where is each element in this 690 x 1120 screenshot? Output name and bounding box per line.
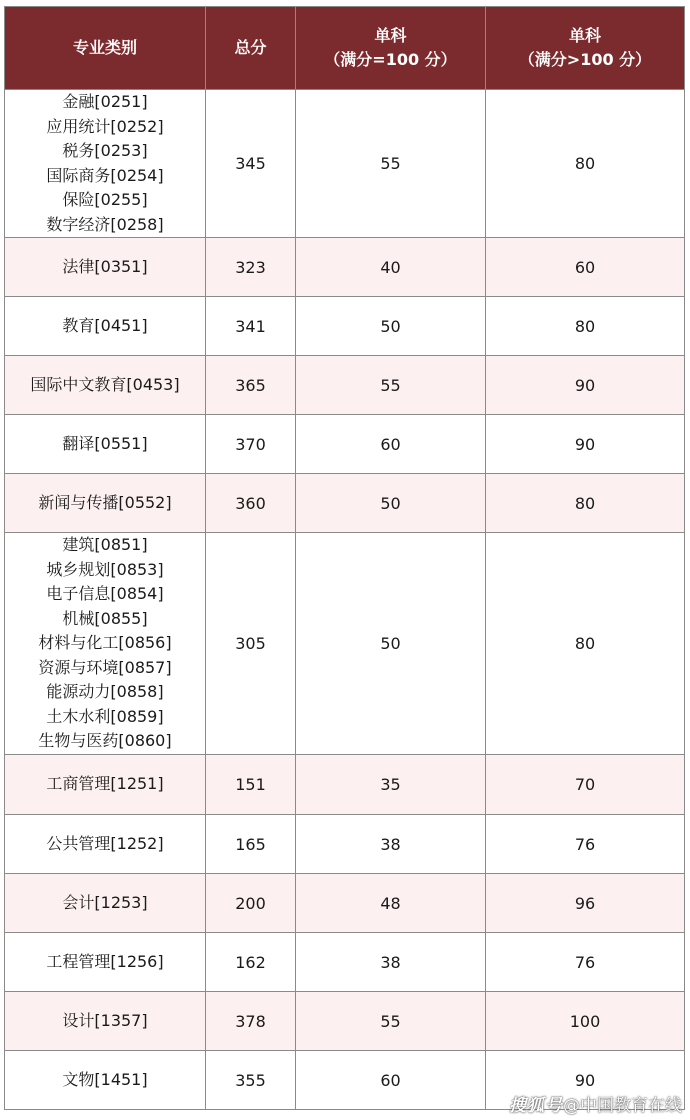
program-name: 材料与化工[0856] [38,633,172,653]
watermark-source: 搜狐号 [509,1096,563,1116]
program-name: 国际中文教育[0453] [30,374,180,394]
total-score-cell: 355 [206,1051,296,1110]
table-row [5,815,685,874]
program-name: 国际商务[0254] [46,165,164,185]
single-gt100-cell: 60 [486,238,685,297]
table-row [5,415,685,474]
category-cell [5,90,206,238]
total-score-cell: 360 [206,474,296,533]
program-name: 数字经济[0258] [46,214,164,234]
category-cell [5,815,206,874]
program-name: 工商管理[1251] [46,774,164,794]
header-single-le100 [296,7,486,90]
single-gt100-cell: 90 [486,356,685,415]
category-cell [5,415,206,474]
table-row [5,238,685,297]
program-name: 城乡规划[0853] [46,559,164,579]
table-row [5,297,685,356]
single-le100-cell: 38 [296,815,486,874]
single-gt100-cell: 80 [486,474,685,533]
score-table [4,6,685,1110]
single-gt100-cell: 76 [486,815,685,874]
program-name: 应用统计[0252] [46,116,164,136]
single-le100-cell: 48 [296,874,486,933]
header-single-le100-sub: （满分=100 分） [324,50,457,69]
single-le100-cell: 50 [296,474,486,533]
category-cell [5,755,206,815]
watermark-account: @中国教育在线 [563,1096,682,1116]
header-single-gt100 [486,7,685,90]
watermark [509,1091,682,1116]
single-gt100-cell: 80 [486,533,685,755]
category-cell [5,933,206,992]
table-row [5,933,685,992]
single-le100-cell: 60 [296,415,486,474]
header-row [5,7,685,90]
total-score-cell: 365 [206,356,296,415]
program-name: 教育[0451] [62,315,148,335]
program-name: 设计[1357] [62,1010,148,1030]
program-name: 税务[0253] [62,141,148,160]
single-gt100-cell: 70 [486,755,685,815]
category-cell [5,297,206,356]
table-row [5,356,685,415]
single-le100-cell: 60 [296,1051,486,1110]
table-row [5,533,685,755]
program-name: 土木水利[0859] [46,706,164,726]
total-score-cell: 151 [206,755,296,815]
total-score-cell: 323 [206,238,296,297]
table-row [5,90,685,238]
total-score-cell: 370 [206,415,296,474]
header-single-gt100-sub: （满分>100 分） [518,50,652,69]
header-category: 专业类别 [5,7,206,90]
single-le100-cell: 38 [296,933,486,992]
program-name: 生物与医药[0860] [38,731,172,751]
table-row [5,474,685,533]
program-name: 文物[1451] [62,1069,148,1089]
single-gt100-cell: 90 [486,415,685,474]
single-gt100-cell: 100 [486,992,685,1051]
category-cell [5,1051,206,1110]
total-score-cell: 165 [206,815,296,874]
program-name: 工程管理[1256] [46,951,164,971]
total-score-cell: 345 [206,90,296,238]
single-le100-cell: 55 [296,90,486,238]
total-score-cell: 378 [206,992,296,1051]
program-name: 机械[0855] [62,608,148,628]
single-gt100-cell: 90 [486,1051,685,1110]
header-single-gt100-title: 单科 [568,25,601,45]
program-name: 保险[0255] [62,190,148,209]
table-body [5,90,685,1110]
category-cell [5,874,206,933]
table-row [5,992,685,1051]
total-score-cell: 341 [206,297,296,356]
category-cell [5,238,206,297]
single-le100-cell: 50 [296,533,486,755]
single-le100-cell: 40 [296,238,486,297]
table-row [5,755,685,815]
category-cell [5,356,206,415]
single-le100-cell: 50 [296,297,486,356]
header-single-le100-title: 单科 [374,25,407,45]
program-name: 建筑[0851] [62,535,148,555]
total-score-cell: 305 [206,533,296,755]
single-gt100-cell: 80 [486,297,685,356]
program-name: 电子信息[0854] [46,584,164,604]
program-name: 公共管理[1252] [46,833,164,853]
single-gt100-cell: 76 [486,933,685,992]
program-name: 金融[0251] [62,92,148,111]
single-gt100-cell: 96 [486,874,685,933]
program-name: 能源动力[0858] [46,682,164,702]
total-score-cell: 200 [206,874,296,933]
program-name: 资源与环境[0857] [38,657,172,677]
single-le100-cell: 55 [296,992,486,1051]
program-name: 法律[0351] [62,256,148,276]
category-cell [5,533,206,755]
single-gt100-cell: 80 [486,90,685,238]
header-total: 总分 [206,7,296,90]
total-score-cell: 162 [206,933,296,992]
table-row [5,874,685,933]
category-cell [5,992,206,1051]
program-name: 新闻与传播[0552] [38,492,172,512]
program-name: 翻译[0551] [62,433,148,453]
category-cell [5,474,206,533]
single-le100-cell: 35 [296,755,486,815]
program-name: 会计[1253] [62,892,148,912]
single-le100-cell: 55 [296,356,486,415]
